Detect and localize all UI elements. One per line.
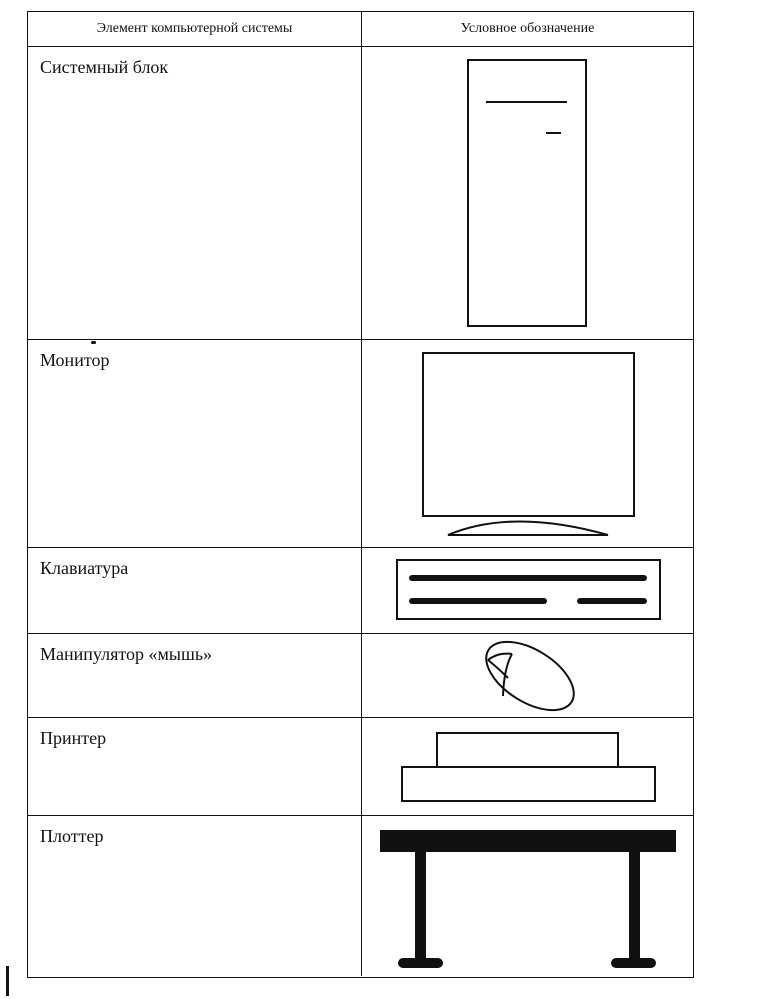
header-symbol: Условное обозначение bbox=[460, 21, 595, 36]
table-row bbox=[28, 340, 693, 548]
printer-icon bbox=[362, 718, 693, 815]
row-label-printer: Принтер bbox=[40, 728, 107, 748]
table-row bbox=[28, 47, 693, 340]
row-label-keyboard: Клавиатура bbox=[40, 558, 129, 578]
plotter-icon bbox=[362, 816, 693, 976]
table-row bbox=[28, 718, 693, 816]
keyboard-icon bbox=[362, 548, 693, 633]
row-label-plotter: Плоттер bbox=[40, 826, 104, 846]
table-row bbox=[28, 634, 693, 718]
system-unit-icon bbox=[362, 47, 693, 339]
header-element: Элемент компьютерной системы bbox=[96, 21, 293, 36]
row-label-mouse: Манипулятор «мышь» bbox=[40, 644, 213, 664]
table-header-row bbox=[28, 12, 693, 47]
mouse-icon bbox=[362, 634, 693, 717]
row-label-system-unit: Системный блок bbox=[40, 57, 169, 77]
table-row bbox=[28, 548, 693, 634]
monitor-icon bbox=[362, 340, 693, 547]
row-label-monitor: Монитор bbox=[40, 350, 110, 370]
symbols-table bbox=[27, 11, 694, 978]
scan-edge-mark bbox=[6, 966, 9, 996]
table-row bbox=[28, 816, 693, 976]
